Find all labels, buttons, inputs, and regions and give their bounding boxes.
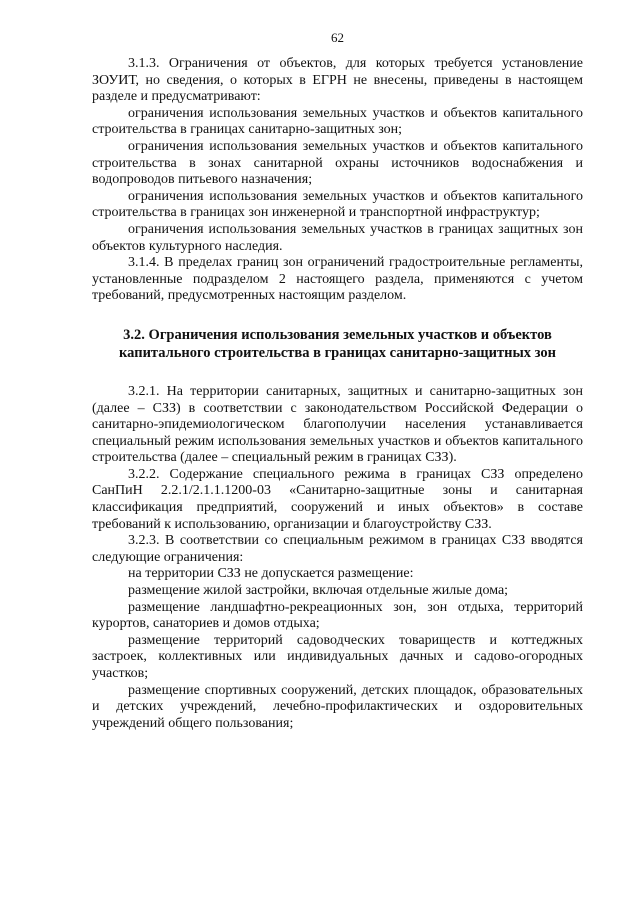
paragraph-3-2-1: 3.2.1. На территории санитарных, защитных и санитарно-защитных зон (далее – СЗЗ) в соответствии с законодательством Российской Федерации о санитарно-эпидемиологическом благополучии населения устанавливается специальный режим использования земельных участков и объектов капитального строительства (далее – специальный режим в границах СЗЗ).	[92, 383, 583, 466]
section-3-2-text	[92, 384, 583, 732]
list-item: размещение территорий садоводческих товариществ и коттеджных застроек, коллективных или индивидуальных дачных и садово-огородных участков;	[92, 632, 583, 681]
section-heading-3-2: 3.2. Ограничения использования земельных участков и объектов капитального строительства в границах санитарно-защитных зон	[119, 326, 556, 361]
page-number: 62	[331, 30, 344, 45]
restriction-item: ограничения использования земельных участков в границах защитных зон объектов культурного наследия.	[92, 221, 583, 254]
section-3-1-text	[92, 56, 583, 305]
list-intro: на территории СЗЗ не допускается размещение:	[128, 566, 414, 582]
paragraph-3-1-4: 3.1.4. В пределах границ зон ограничений градостроительные регламенты, установленные подразделом 2 настоящего раздела, применяются с учетом требований, предусмотренных настоящим разделом.	[92, 255, 583, 304]
list-item: размещение ландшафтно-рекреационных зон, зон отдыха, территорий курортов, санаториев и домов отдыха;	[92, 599, 583, 632]
restriction-item: ограничения использования земельных участков и объектов капитального строительства в границах зон инженерной и транспортной инфраструктур;	[92, 188, 583, 221]
paragraph-3-2-3: 3.2.3. В соответствии со специальным режимом в границах СЗЗ вводятся следующие ограничения:	[92, 533, 583, 565]
paragraph-3-2-2: 3.2.2. Содержание специального режима в границах СЗЗ определено СанПиН 2.2.1/2.1.1.1200-03 «Санитарно-защитные зоны и санитарная классификация предприятий, сооружений и иных объектов» в составе требований к использованию, организации и благоустройству СЗЗ.	[92, 466, 583, 532]
paragraph-3-1-3: 3.1.3. Ограничения от объектов, для которых требуется установление ЗОУИТ, но сведения, о которых в ЕГРН не внесены, приведены в настоящем разделе и предусматривают:	[92, 56, 583, 105]
list-item: размещение жилой застройки, включая отдельные жилые дома;	[128, 583, 509, 599]
restriction-item: ограничения использования земельных участков и объектов капитального строительства в зонах санитарной охраны источников водоснабжения и водопроводов питьевого назначения;	[92, 138, 583, 188]
list-item: размещение спортивных сооружений, детских площадок, образовательных и детских учреждений, лечебно-профилактических и оздоровительных учреждений общего пользования;	[92, 682, 583, 731]
restriction-item: ограничения использования земельных участков и объектов капитального строительства в границах санитарно-защитных зон;	[92, 105, 583, 138]
